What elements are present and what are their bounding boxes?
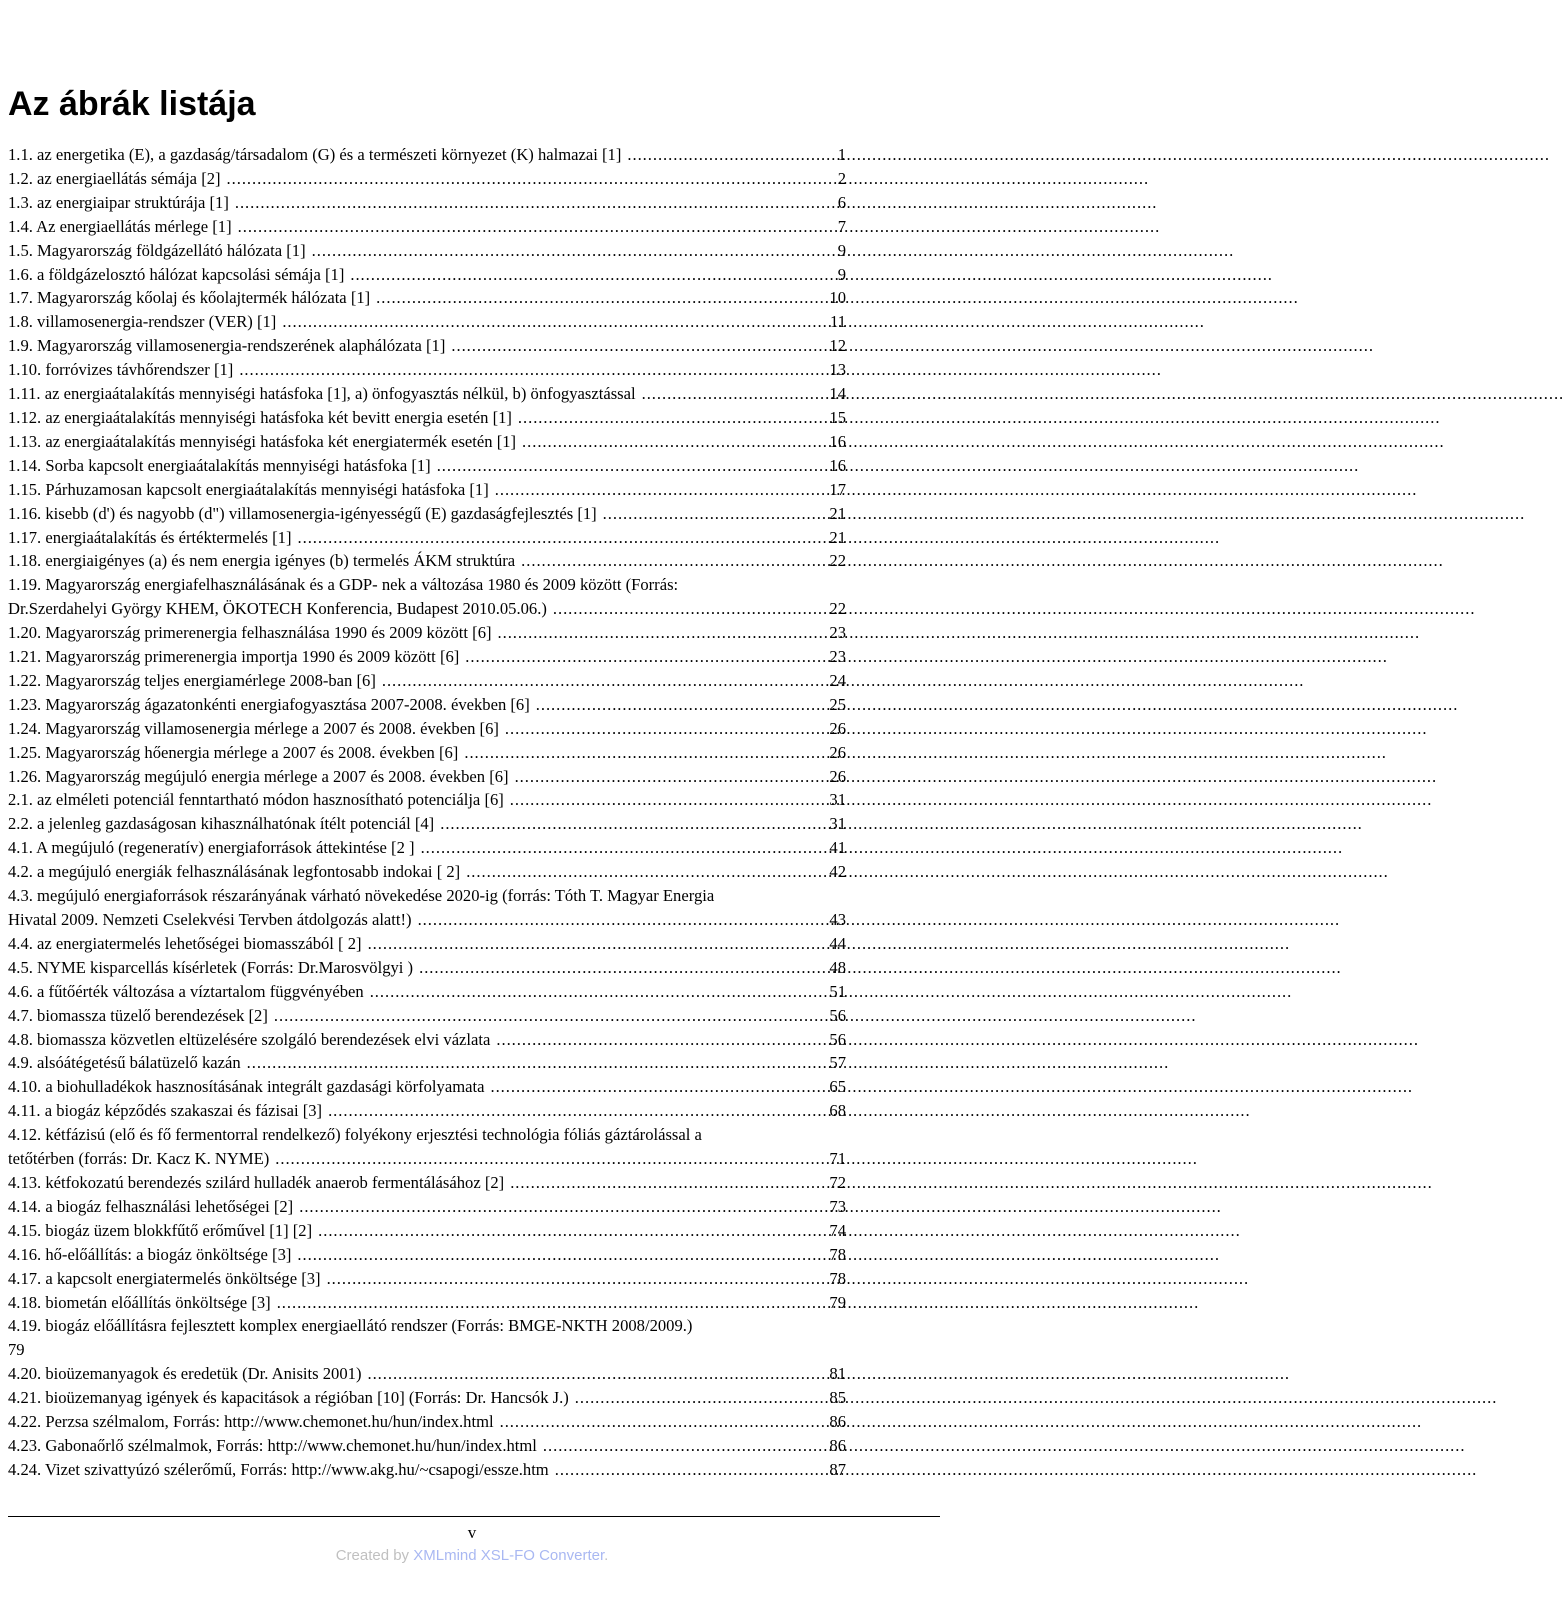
entry-row bbox=[8, 621, 846, 645]
entry-title: 4.2. a megújuló energiák felhasználásának legfontosabb indokai [ 2] bbox=[8, 862, 461, 882]
entry-title: 1.10. forróvizes távhőrendszer [1] bbox=[8, 360, 234, 380]
entry-title: 2.1. az elméleti potenciál fenntartható módon hasznosítható potenciálja [6] bbox=[8, 790, 504, 810]
footer-rule bbox=[8, 1516, 940, 1517]
entry-row bbox=[8, 956, 846, 980]
dot-leader bbox=[434, 812, 824, 836]
dot-leader bbox=[221, 167, 824, 191]
dot-leader bbox=[364, 980, 824, 1004]
entry-title: 4.16. hő-előállítás: a biogáz önköltsége [3] bbox=[8, 1244, 292, 1264]
entry-page-number: 57 bbox=[829, 1053, 846, 1073]
entry-page-number: 1 bbox=[837, 145, 846, 164]
entry-row bbox=[8, 1147, 846, 1171]
entry-page-number: 22 bbox=[829, 599, 846, 619]
entry-title: 1.6. a földgázelosztó hálózat kapcsolási sémája [1] bbox=[8, 264, 345, 284]
footer-link[interactable]: XMLmind XSL-FO Converter bbox=[413, 1547, 605, 1564]
entry-page-number: 9 bbox=[837, 264, 846, 284]
entry-page-number: 13 bbox=[829, 360, 846, 380]
entry-row bbox=[8, 693, 846, 717]
entry-title: 4.13. kétfokozatú berendezés szilárd hulladék anaerob fermentálásához [2] bbox=[8, 1172, 505, 1192]
entry-title: 1.1. az energetika (E), a gazdaság/társadalom (G) és a természeti környezet (K) halmazai [1] bbox=[8, 145, 622, 164]
entry-title: 4.5. NYME kisparcellás kísérletek (Forrás: Dr.Marosvölgyi ) bbox=[8, 957, 414, 977]
entry-row bbox=[8, 334, 846, 358]
figure-list-entry[interactable] bbox=[8, 215, 846, 239]
dot-leader bbox=[547, 597, 824, 621]
figure-list-entry[interactable] bbox=[8, 741, 846, 765]
figure-list-entry[interactable] bbox=[8, 1075, 846, 1099]
dot-leader bbox=[292, 526, 824, 550]
entry-page-number: 41 bbox=[829, 838, 846, 858]
entry-row bbox=[8, 1004, 846, 1028]
entry-page-number: 24 bbox=[829, 670, 846, 690]
figure-list-entry[interactable] bbox=[8, 1028, 846, 1052]
entry-title: Dr.Szerdahelyi György KHEM, ÖKOTECH Konferencia, Budapest 2010.05.06.) bbox=[8, 599, 547, 619]
entry-row bbox=[8, 406, 846, 430]
entry-page-number: 14 bbox=[829, 384, 846, 404]
dot-leader bbox=[459, 645, 824, 669]
footer-prefix: Created by bbox=[335, 1547, 414, 1564]
entry-row bbox=[8, 645, 846, 669]
dot-leader bbox=[484, 1075, 824, 1099]
entry-title: 1.7. Magyarország kőolaj és kőolajtermék hálózata [1] bbox=[8, 288, 371, 308]
figure-list-entry[interactable] bbox=[8, 1123, 846, 1171]
figure-list-entry[interactable] bbox=[8, 980, 846, 1004]
dot-leader bbox=[233, 358, 824, 382]
figure-list-entry[interactable] bbox=[8, 478, 846, 502]
figure-list-entry[interactable] bbox=[8, 239, 846, 263]
figure-list-entry[interactable] bbox=[8, 1458, 846, 1482]
entry-page-number: 17 bbox=[829, 479, 846, 499]
entry-title: 4.14. a biogáz felhasználási lehetőségei [2] bbox=[8, 1196, 294, 1216]
dot-leader bbox=[322, 1099, 824, 1123]
figure-list-entry[interactable] bbox=[8, 263, 846, 287]
entry-title: 1.12. az energiaátalakítás mennyiségi hatásfoka két bevitt energia esetén [1] bbox=[8, 407, 512, 427]
dot-leader bbox=[241, 1051, 824, 1075]
figure-list-entry[interactable] bbox=[8, 836, 846, 860]
entry-page-number: 16 bbox=[829, 431, 846, 451]
dot-leader bbox=[293, 1195, 824, 1219]
figure-list-entry[interactable] bbox=[8, 1195, 846, 1219]
page-number: v bbox=[467, 1523, 477, 1542]
entry-page-number: 85 bbox=[829, 1388, 846, 1408]
entry-page-number: 44 bbox=[829, 933, 846, 953]
figure-list-entry[interactable] bbox=[8, 812, 846, 836]
entry-row bbox=[8, 980, 846, 1004]
dot-leader bbox=[636, 382, 824, 406]
entry-page-number: 22 bbox=[829, 551, 846, 571]
entry-title: 4.7. biomassza tüzelő berendezések [2] bbox=[8, 1005, 268, 1025]
entry-page-number: 9 bbox=[837, 240, 846, 260]
entry-title: 4.19. biogáz előállításra fejlesztett komplex energiaellátó rendszer (Forrás: BMGE-NKTH 2008/2009.) bbox=[8, 1316, 693, 1336]
entry-row bbox=[8, 932, 846, 956]
figure-list-entry[interactable] bbox=[8, 1267, 846, 1291]
entry-title: 4.12. kétfázisú (elő és fő fermentorral rendelkező) folyékony erjesztési technológia fóliás gáztárolással a bbox=[8, 1125, 702, 1145]
entry-row bbox=[8, 669, 846, 693]
entry-row bbox=[8, 382, 846, 406]
dot-leader bbox=[268, 1004, 824, 1028]
entry-page-number: 31 bbox=[829, 814, 846, 834]
entry-page-number: 21 bbox=[829, 503, 846, 523]
entry-title: 4.22. Perzsa szélmalom, Forrás: http://www.chemonet.hu/hun/index.html bbox=[8, 1412, 494, 1432]
figure-list-entry[interactable] bbox=[8, 406, 846, 430]
entry-title: 4.6. a fűtőérték változása a víztartalom függvényében bbox=[8, 981, 364, 1001]
dot-leader bbox=[431, 454, 824, 478]
entry-page-number: 7 bbox=[837, 216, 846, 236]
figure-list-entry[interactable] bbox=[8, 502, 846, 526]
entry-title: 4.8. biomassza közvetlen eltüzelésére szolgáló berendezések elvi vázlata bbox=[8, 1029, 491, 1049]
entry-title: 4.24. Vizet szivattyúzó szélerőmű, Forrás: http://www.akg.hu/~csapogi/essze.htm bbox=[8, 1459, 549, 1479]
entry-row bbox=[8, 908, 846, 932]
dot-leader bbox=[370, 286, 824, 310]
entry-page-number: 56 bbox=[829, 1005, 846, 1025]
entry-page-number: 72 bbox=[829, 1172, 846, 1192]
entry-title: 4.21. bioüzemanyag igények és kapacitások a régióban [10] (Forrás: Dr. Hancsók J.) bbox=[8, 1388, 569, 1408]
figure-list-entry[interactable] bbox=[8, 956, 846, 980]
entry-title: 4.10. a biohulladékok hasznosításának integrált gazdasági körfolyamata bbox=[8, 1077, 485, 1097]
dot-leader bbox=[489, 478, 824, 502]
entry-page-number: 2 bbox=[837, 168, 846, 188]
dot-leader bbox=[306, 239, 824, 263]
entry-row bbox=[8, 143, 846, 167]
entry-row bbox=[8, 358, 846, 382]
dot-leader bbox=[362, 932, 824, 956]
figure-list-entry[interactable] bbox=[8, 621, 846, 645]
dot-leader bbox=[597, 502, 824, 526]
dot-leader bbox=[569, 1386, 824, 1410]
entry-title: 1.23. Magyarország ágazatonkénti energiafogyasztása 2007-2008. években [6] bbox=[8, 694, 530, 714]
entry-title: 1.11. az energiaátalakítás mennyiségi hatásfoka [1], a) önfogyasztás nélkül, b) önfogyasztással bbox=[8, 384, 636, 404]
entry-title: 1.18. energiaigényes (a) és nem energia igényes (b) termelés ÁKM struktúra bbox=[8, 551, 516, 571]
dot-leader bbox=[445, 334, 824, 358]
entry-row bbox=[8, 812, 846, 836]
entry-row bbox=[8, 215, 846, 239]
entry-row bbox=[8, 1267, 846, 1291]
entry-page-number: 71 bbox=[829, 1149, 846, 1169]
entry-title: 4.11. a biogáz képződés szakaszai és fázisai [3] bbox=[8, 1101, 323, 1121]
figure-list-entry[interactable] bbox=[8, 717, 846, 741]
entry-page-number: 56 bbox=[829, 1029, 846, 1049]
dot-leader bbox=[460, 860, 824, 884]
entry-title: 1.26. Magyarország megújuló energia mérlege a 2007 és 2008. években [6] bbox=[8, 766, 509, 786]
entry-page-number: 86 bbox=[829, 1435, 846, 1455]
entry-page-number: 6 bbox=[837, 192, 846, 212]
entry-page-number: 10 bbox=[829, 288, 846, 308]
figure-list-entry[interactable] bbox=[8, 788, 846, 812]
figure-list-entry[interactable] bbox=[8, 286, 846, 310]
figure-list-entry[interactable] bbox=[8, 693, 846, 717]
entry-title: 4.23. Gabonaőrlő szélmalmok, Forrás: http://www.chemonet.hu/hun/index.html bbox=[8, 1435, 537, 1455]
entry-page-number: 73 bbox=[829, 1196, 846, 1216]
dot-leader bbox=[291, 1243, 824, 1267]
dot-leader bbox=[413, 956, 824, 980]
figure-list-entry[interactable] bbox=[8, 645, 846, 669]
entry-page-number: 21 bbox=[829, 527, 846, 547]
figure-list-entry[interactable] bbox=[8, 382, 846, 406]
entry-title: 1.8. villamosenergia-rendszer (VER) [1] bbox=[8, 312, 277, 332]
entry-page-number: 11 bbox=[830, 312, 846, 332]
dot-leader bbox=[509, 765, 824, 789]
entry-row bbox=[8, 549, 846, 573]
entry-title: 4.15. biogáz üzem blokkfűtő erőművel [1] [2] bbox=[8, 1220, 313, 1240]
entry-row bbox=[8, 860, 846, 884]
figure-list-entry[interactable] bbox=[8, 191, 846, 215]
entry-row bbox=[8, 788, 846, 812]
entry-title: 1.3. az energiaipar struktúrája [1] bbox=[8, 192, 229, 212]
entry-row bbox=[8, 478, 846, 502]
entry-row bbox=[8, 239, 846, 263]
dot-leader bbox=[271, 1291, 824, 1315]
figure-list-entry[interactable] bbox=[8, 430, 846, 454]
dot-leader bbox=[412, 908, 824, 932]
entry-title: 1.20. Magyarország primerenergia felhasználása 1990 és 2009 között [6] bbox=[8, 623, 492, 643]
entry-title: 1.4. Az energiaellátás mérlege [1] bbox=[8, 216, 232, 236]
dot-leader bbox=[361, 1362, 824, 1386]
entry-row bbox=[8, 1243, 846, 1267]
entry-row bbox=[8, 1362, 846, 1386]
dot-leader bbox=[232, 215, 824, 239]
figure-list-entry[interactable] bbox=[8, 1171, 846, 1195]
figure-list-entry[interactable] bbox=[8, 1314, 846, 1362]
figure-list-entry[interactable] bbox=[8, 1291, 846, 1315]
entry-row bbox=[8, 1410, 846, 1434]
entry-title: 1.21. Magyarország primerenergia importja 1990 és 2009 között [6] bbox=[8, 647, 460, 667]
entry-page-number: 79 bbox=[829, 1292, 846, 1312]
figure-list-entry[interactable] bbox=[8, 310, 846, 334]
entry-page-number: 87 bbox=[829, 1459, 846, 1479]
footer-credit bbox=[0, 1546, 944, 1566]
dot-leader bbox=[549, 1458, 824, 1482]
dot-leader bbox=[415, 836, 824, 860]
entry-title: Hivatal 2009. Nemzeti Cselekvési Tervben átdolgozás alatt!) bbox=[8, 910, 412, 929]
entry-row bbox=[8, 191, 846, 215]
entry-page-number: 15 bbox=[829, 407, 846, 427]
entry-page-number: 43 bbox=[829, 910, 846, 929]
entry-row bbox=[8, 1028, 846, 1052]
entry-title: 4.17. a kapcsolt energiatermelés önköltsége [3] bbox=[8, 1268, 321, 1288]
entry-page-number: 26 bbox=[829, 742, 846, 762]
entry-row bbox=[8, 454, 846, 478]
entry-title: 1.14. Sorba kapcsolt energiaátalakítás mennyiségi hatásfoka [1] bbox=[8, 455, 431, 475]
figure-list-entry[interactable] bbox=[8, 1362, 846, 1386]
entry-title: 1.17. energiaátalakítás és értéktermelés [1] bbox=[8, 527, 292, 547]
footer-suffix: . bbox=[604, 1547, 609, 1564]
entry-page-number: 78 bbox=[829, 1244, 846, 1264]
dot-leader bbox=[504, 1171, 824, 1195]
dot-leader bbox=[512, 406, 824, 430]
figure-list-entry[interactable] bbox=[8, 932, 846, 956]
dot-leader bbox=[504, 788, 824, 812]
page-title: Az ábrák listája bbox=[8, 85, 256, 123]
entry-page-number: 42 bbox=[829, 862, 846, 882]
figure-list-entry[interactable] bbox=[8, 860, 846, 884]
entry-page-number: 65 bbox=[829, 1077, 846, 1097]
entry-row bbox=[8, 597, 846, 621]
entry-title: 1.22. Magyarország teljes energiamérlege 2008-ban [6] bbox=[8, 670, 376, 690]
entry-page-number: 31 bbox=[829, 790, 846, 810]
dot-leader bbox=[344, 263, 824, 287]
dot-leader bbox=[312, 1219, 824, 1243]
entry-row bbox=[8, 1458, 846, 1482]
entry-page-number: 86 bbox=[829, 1412, 846, 1432]
entry-page-number: 74 bbox=[829, 1220, 846, 1240]
dot-leader bbox=[537, 1434, 824, 1458]
entry-row bbox=[8, 263, 846, 287]
entry-page-number: 81 bbox=[829, 1364, 846, 1384]
entry-row bbox=[8, 836, 846, 860]
dot-leader bbox=[494, 1410, 824, 1434]
entry-title: 1.2. az energiaellátás sémája [2] bbox=[8, 168, 221, 188]
figure-list-entry[interactable] bbox=[8, 1434, 846, 1458]
entry-title: 2.2. a jelenleg gazdaságosan kihasználhatónak ítélt potenciál [4] bbox=[8, 814, 435, 834]
entry-title: 4.20. bioüzemanyagok és eredetük (Dr. Anisits 2001) bbox=[8, 1364, 362, 1384]
entry-title: 4.9. alsóátégetésű bálatüzelő kazán bbox=[8, 1053, 241, 1073]
entry-title: 1.15. Párhuzamosan kapcsolt energiaátalakítás mennyiségi hatásfoka [1] bbox=[8, 479, 489, 499]
entry-row bbox=[8, 1291, 846, 1315]
entry-title: 1.13. az energiaátalakítás mennyiségi hatásfoka két energiatermék esetén [1] bbox=[8, 431, 517, 451]
entry-page-number: 79 bbox=[8, 1340, 25, 1360]
entry-row bbox=[8, 1219, 846, 1243]
figure-list-entry[interactable] bbox=[8, 1004, 846, 1028]
entry-page-number: 23 bbox=[829, 623, 846, 643]
figure-list-entry[interactable] bbox=[8, 167, 846, 191]
dot-leader bbox=[516, 430, 824, 454]
dot-leader bbox=[269, 1147, 824, 1171]
entry-title: 4.4. az energiatermelés lehetőségei biomasszából [ 2] bbox=[8, 933, 362, 953]
entry-row bbox=[8, 1075, 846, 1099]
figure-list-entry[interactable] bbox=[8, 143, 846, 167]
entry-row bbox=[8, 1171, 846, 1195]
entry-row bbox=[8, 167, 846, 191]
dot-leader bbox=[621, 143, 824, 167]
entry-page-number: 12 bbox=[829, 336, 846, 356]
entry-row bbox=[8, 1434, 846, 1458]
figure-list-entry[interactable] bbox=[8, 454, 846, 478]
entry-page-number: 78 bbox=[829, 1268, 846, 1288]
entry-page-number: 48 bbox=[829, 957, 846, 977]
entry-page-number: 23 bbox=[829, 647, 846, 667]
figure-list bbox=[8, 143, 846, 1482]
entry-row bbox=[8, 741, 846, 765]
entry-page-number: 26 bbox=[829, 766, 846, 786]
entry-title: 4.18. biometán előállítás önköltsége [3] bbox=[8, 1292, 271, 1312]
entry-page-number: 25 bbox=[829, 694, 846, 714]
entry-title: 1.19. Magyarország energiafelhasználásának és a GDP- nek a változása 1980 és 2009 között (Forrás: bbox=[8, 575, 679, 595]
dot-leader bbox=[229, 191, 824, 215]
entry-row bbox=[8, 526, 846, 550]
entry-row bbox=[8, 310, 846, 334]
entry-page-number: 26 bbox=[829, 718, 846, 738]
figure-list-entry[interactable] bbox=[8, 1219, 846, 1243]
entry-row bbox=[8, 1386, 846, 1410]
entry-page-number: 68 bbox=[829, 1101, 846, 1121]
figure-list-entry[interactable] bbox=[8, 526, 846, 550]
entry-title: 1.25. Magyarország hőenergia mérlege a 2007 és 2008. években [6] bbox=[8, 742, 459, 762]
entry-row bbox=[8, 765, 846, 789]
figure-list-entry[interactable] bbox=[8, 1099, 846, 1123]
dot-leader bbox=[492, 621, 824, 645]
entry-title: 1.16. kisebb (d') és nagyobb (d") villamosenergia-igényességű (E) gazdaságfejlesztés [1] bbox=[8, 503, 597, 523]
entry-row bbox=[8, 717, 846, 741]
dot-leader bbox=[490, 1028, 824, 1052]
entry-title: 1.5. Magyarország földgázellátó hálózata [1] bbox=[8, 240, 306, 260]
figure-list-entry[interactable] bbox=[8, 1243, 846, 1267]
figure-list-entry[interactable] bbox=[8, 765, 846, 789]
figure-list-entry[interactable] bbox=[8, 884, 846, 932]
figure-list-entry[interactable] bbox=[8, 1051, 846, 1075]
entry-row bbox=[8, 1195, 846, 1219]
dot-leader bbox=[458, 741, 824, 765]
dot-leader bbox=[376, 669, 824, 693]
figure-list-entry[interactable] bbox=[8, 669, 846, 693]
dot-leader bbox=[515, 549, 824, 573]
entry-title: 1.24. Magyarország villamosenergia mérlege a 2007 és 2008. években [6] bbox=[8, 718, 499, 738]
figure-list-entry[interactable] bbox=[8, 1386, 846, 1410]
entry-row bbox=[8, 1099, 846, 1123]
entry-row bbox=[8, 286, 846, 310]
entry-row bbox=[8, 430, 846, 454]
entry-title: 4.1. A megújuló (regeneratív) energiaforrások áttekintése [2 ] bbox=[8, 838, 415, 858]
entry-title: tetőtérben (forrás: Dr. Kacz K. NYME) bbox=[8, 1149, 270, 1169]
figure-list-entry[interactable] bbox=[8, 358, 846, 382]
entry-row bbox=[8, 1051, 846, 1075]
figure-list-entry[interactable] bbox=[8, 573, 846, 621]
entry-row bbox=[8, 502, 846, 526]
figure-list-entry[interactable] bbox=[8, 1410, 846, 1434]
entry-title: 4.3. megújuló energiaforrások részarányának várható növekedése 2020-ig (forrás: Tóth T. Magyar Energia bbox=[8, 886, 715, 906]
figure-list-entry[interactable] bbox=[8, 334, 846, 358]
entry-page-number: 51 bbox=[829, 981, 846, 1001]
entry-page-number: 16 bbox=[829, 455, 846, 475]
dot-leader bbox=[276, 310, 824, 334]
figure-list-entry[interactable] bbox=[8, 549, 846, 573]
dot-leader bbox=[499, 717, 824, 741]
dot-leader bbox=[321, 1267, 824, 1291]
entry-title: 1.9. Magyarország villamosenergia-rendszerének alaphálózata [1] bbox=[8, 336, 446, 356]
dot-leader bbox=[530, 693, 824, 717]
